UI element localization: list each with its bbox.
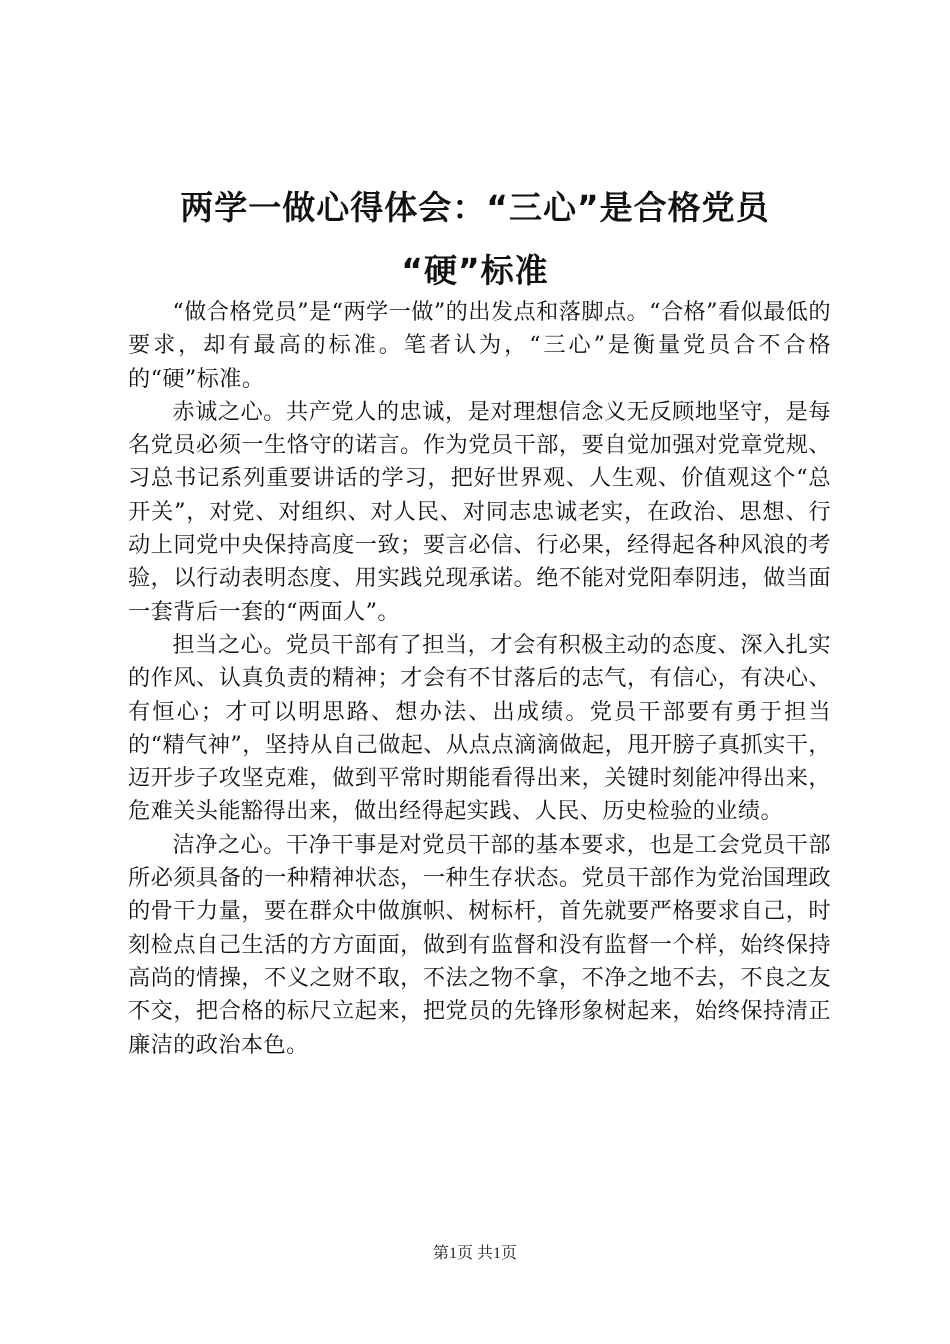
document-title-line-2: “硬”标准 — [401, 251, 549, 290]
document-body — [128, 296, 831, 1062]
paragraph-responsibility: 担当之心。党员干部有了担当，才会有积极主动的态度、深入扎实的作风、认真负责的精神；才会有不甘落后的志气，有信心，有决心、有恒心；才可以明思路、想办法、出成绩。党员干部要有勇于担当的“精气神”，坚持从自己做起、从点点滴滴做起，甩开膀子真抓实干，迈开步子攻坚克难，做到平常时期能看得出来，关键时刻能冲得出来，危难关头能豁得出来，做出经得起实践、人民、历史检验的业绩。 — [128, 631, 831, 825]
page-footer: 第1页 共1页 — [432, 1245, 517, 1262]
paragraph-integrity: 洁净之心。干净干事是对党员干部的基本要求，也是工会党员干部所必须具备的一种精神状态，一种生存状态。党员干部作为党治国理政的骨干力量，要在群众中做旗帜、树标杆，首先就要严格要求自己，时刻检点自己生活的方方面面，做到有监督和没有监督一个样，始终保持高尚的情操，不义之财不取，不法之物不拿，不净之地不去，不良之友不交，把合格的标尺立起来，把党员的先锋形象树起来，始终保持清正廉洁的政治本色。 — [128, 831, 831, 1058]
paragraph-loyalty: 赤诚之心。共产党人的忠诚，是对理想信念义无反顾地坚守，是每名党员必须一生恪守的诺言。作为党员干部，要自觉加强对党章党规、习总书记系列重要讲话的学习，把好世界观、人生观、价值观这个“总开关”，对党、对组织、对人民、对同志忠诚老实，在政治、思想、行动上同党中央保持高度一致；要言必信、行必果，经得起各种风浪的考验，以行动表明态度、用实践兑现承诺。绝不能对党阳奉阴违，做当面一套背后一套的“两面人”。 — [128, 398, 831, 625]
document-title-line-1: 两学一做心得体会：“三心”是合格党员 — [180, 188, 770, 227]
paragraph-intro: “做合格党员”是“两学一做”的出发点和落脚点。“合格”看似最低的要求，却有最高的标准。笔者认为，“三心”是衡量党员合不合格的“硬”标准。 — [128, 299, 831, 392]
